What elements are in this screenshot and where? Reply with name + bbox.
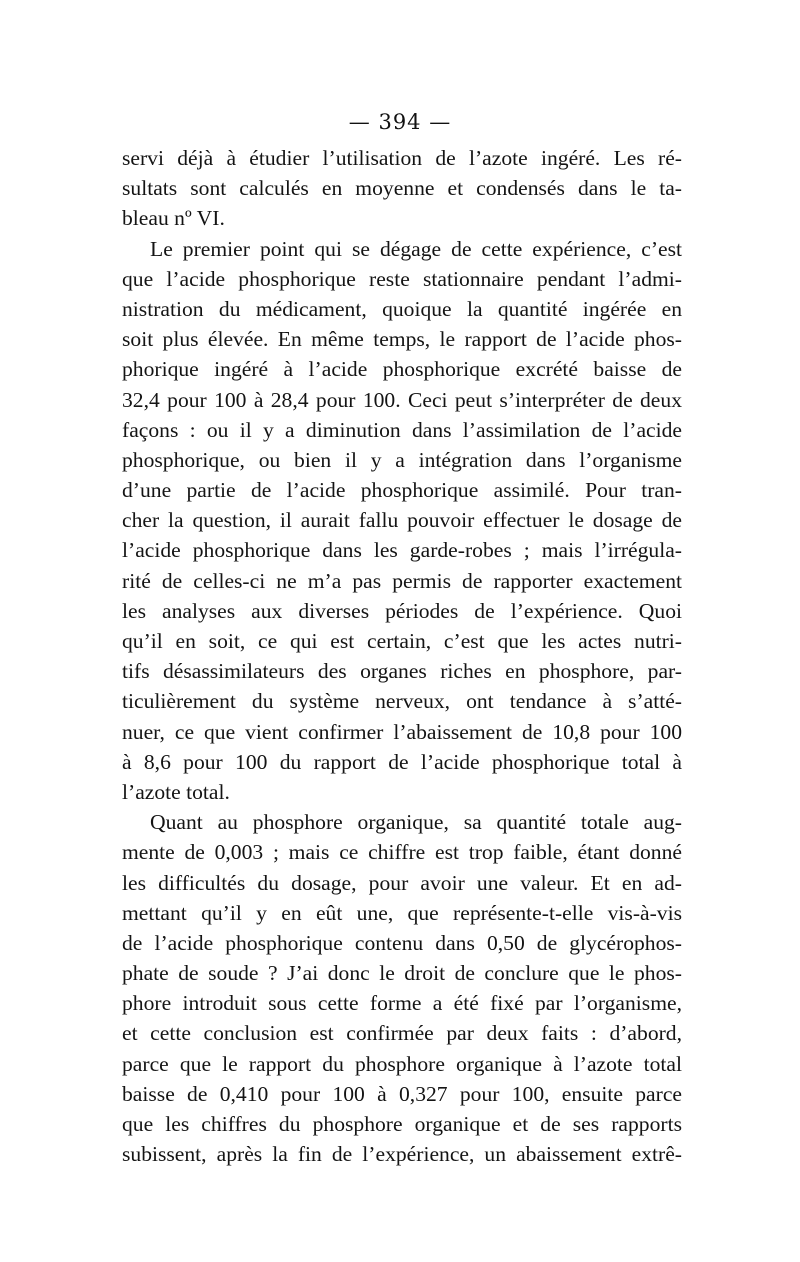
text-line: d’une partie de l’acide phosphorique assimilé. Pour tran- bbox=[122, 478, 682, 503]
text-line: subissent, après la fin de l’expérience, un abaissement extrê- bbox=[122, 1142, 682, 1167]
text-line: bleau nº VI. bbox=[122, 206, 225, 231]
text-line: rité de celles-ci ne m’a pas permis de rapporter exactement bbox=[122, 568, 682, 593]
text-line: les analyses aux diverses périodes de l’expérience. Quoi bbox=[122, 598, 682, 623]
text-line: nuer, ce que vient confirmer l’abaissement de 10,8 pour 100 bbox=[122, 719, 682, 744]
text-line: 32,4 pour 100 à 28,4 pour 100. Ceci peut s’interpréter de deux bbox=[122, 387, 682, 412]
text-line: façons : ou il y a diminution dans l’assimilation de l’acide bbox=[122, 417, 682, 442]
text-line: mente de 0,003 ; mais ce chiffre est trop faible, étant donné bbox=[122, 840, 682, 865]
text-line: l’azote total. bbox=[122, 779, 230, 804]
text-line: l’acide phosphorique dans les garde-robes ; mais l’irrégula- bbox=[122, 538, 682, 563]
text-line: nistration du médicament, quoique la quantité ingérée en bbox=[122, 296, 682, 321]
text-line: phate de soude ? J’ai donc le droit de conclure que le phos- bbox=[122, 961, 682, 986]
text-line: de l’acide phosphorique contenu dans 0,50 de glycérophos- bbox=[122, 930, 682, 955]
text-line: sultats sont calculés en moyenne et condensés dans le ta- bbox=[122, 176, 682, 201]
text-line: servi déjà à étudier l’utilisation de l’azote ingéré. Les ré- bbox=[122, 146, 682, 170]
text-line: parce que le rapport du phosphore organique à l’azote total bbox=[122, 1051, 682, 1076]
body-text bbox=[122, 143, 682, 1169]
text-line: ticulièrement du système nerveux, ont tendance à s’atté- bbox=[122, 689, 682, 714]
text-line: qu’il en soit, ce qui est certain, c’est que les actes nutri- bbox=[122, 629, 682, 653]
text-line: à 8,6 pour 100 du rapport de l’acide phosphorique total à bbox=[122, 749, 682, 774]
text-line: cher la question, il aurait fallu pouvoir effectuer le dosage de bbox=[122, 508, 682, 533]
text-line: phorique ingéré à l’acide phosphorique excrété baisse de bbox=[122, 357, 682, 382]
text-line: que les chiffres du phosphore organique et de ses rapports bbox=[122, 1112, 682, 1136]
text-line: Quant au phosphore organique, sa quantité totale aug- bbox=[150, 810, 682, 835]
text-line: les difficultés du dosage, pour avoir une valeur. Et en ad- bbox=[122, 870, 682, 895]
page-number: — 394 — bbox=[348, 110, 452, 134]
text-line: phore introduit sous cette forme a été fixé par l’organisme, bbox=[122, 991, 682, 1016]
text-line: mettant qu’il y en eût une, que représente-t-elle vis-à-vis bbox=[122, 900, 682, 925]
text-line: que l’acide phosphorique reste stationnaire pendant l’admi- bbox=[122, 266, 682, 291]
text-line: tifs désassimilateurs des organes riches en phosphore, par- bbox=[122, 659, 682, 684]
text-line: Le premier point qui se dégage de cette expérience, c’est bbox=[150, 236, 682, 261]
text-line: soit plus élevée. En même temps, le rapport de l’acide phos- bbox=[122, 327, 682, 352]
text-line: baisse de 0,410 pour 100 à 0,327 pour 100, ensuite parce bbox=[122, 1081, 682, 1106]
text-line: phosphorique, ou bien il y a intégration dans l’organisme bbox=[122, 447, 682, 472]
text-line: et cette conclusion est confirmée par deux faits : d’abord, bbox=[122, 1021, 682, 1046]
